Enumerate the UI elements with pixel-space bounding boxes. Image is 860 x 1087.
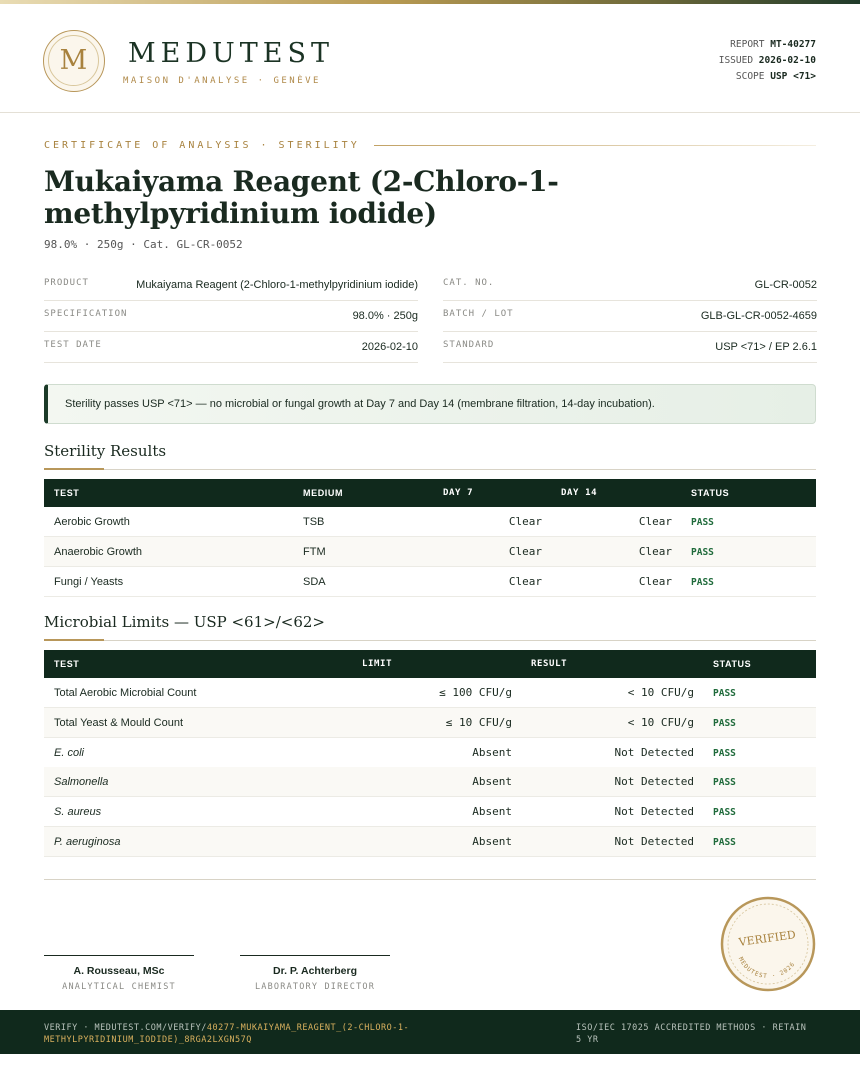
- report-meta: [719, 37, 816, 85]
- status-badge: PASS: [691, 517, 714, 528]
- kicker-text: CERTIFICATE OF ANALYSIS · STERILITY: [44, 139, 360, 151]
- cell-medium: TSB: [303, 516, 325, 528]
- cell-day14: Clear: [638, 515, 672, 528]
- page-header: [0, 4, 860, 113]
- cell-test: Total Aerobic Microbial Count: [54, 687, 197, 699]
- verify-prefix: VERIFY · MEDUTEST.COM/VERIFY/: [44, 1023, 207, 1033]
- field-product: [44, 270, 418, 301]
- status-badge: PASS: [713, 718, 736, 729]
- cell-limit: Absent: [472, 775, 512, 788]
- table-row: [44, 738, 816, 768]
- field-test-date: [44, 332, 418, 363]
- field-label: STANDARD: [443, 340, 495, 350]
- field-label: TEST DATE: [44, 340, 102, 350]
- signature-analyst: [44, 955, 194, 992]
- cell-day7: Clear: [508, 575, 542, 588]
- signatory-role: LABORATORY DIRECTOR: [254, 982, 376, 992]
- table-row: [44, 678, 816, 708]
- section-accent: [44, 468, 104, 470]
- cell-limit: Absent: [472, 835, 512, 848]
- field-value: USP <71> / EP 2.6.1: [715, 341, 817, 353]
- cell-limit: ≤ 100 CFU/g: [439, 686, 512, 699]
- col-test: TEST: [54, 659, 80, 669]
- cell-result: < 10 CFU/g: [627, 716, 694, 729]
- verify-line: [44, 1022, 504, 1046]
- col-day7: DAY 7: [443, 488, 474, 498]
- field-specification: [44, 301, 418, 332]
- status-badge: PASS: [691, 577, 714, 588]
- meta-scope: SCOPE USP <71>: [735, 71, 816, 82]
- brand-logo: [43, 30, 105, 92]
- cell-test: Fungi / Yeasts: [54, 576, 124, 588]
- field-label: PRODUCT: [44, 278, 89, 288]
- signature-director: [240, 955, 390, 992]
- cell-test: E. coli: [54, 747, 84, 759]
- verify-link[interactable]: 40277-MUKAIYAMA_REAGENT_(2-CHLORO-1-METHYLPYRIDINIUM_IODIDE)_8RGA2LXGN57Q: [44, 1023, 410, 1045]
- field-value: GL-CR-0052: [754, 279, 817, 291]
- status-badge: PASS: [713, 837, 736, 848]
- field-label: CAT. NO.: [443, 278, 495, 288]
- sterility-table-header: [44, 479, 816, 507]
- brand-tagline: MAISON D'ANALYSE · GENÈVE: [123, 76, 321, 86]
- cell-result: Not Detected: [614, 746, 694, 759]
- microbial-section-title: Microbial Limits — USP <61>/<62>: [44, 613, 325, 631]
- logo-monogram: M: [48, 35, 99, 86]
- cell-result: Not Detected: [614, 775, 694, 788]
- page-footer: [0, 1010, 860, 1054]
- kicker-rule: [374, 145, 816, 146]
- table-row: [44, 708, 816, 738]
- cell-day7: Clear: [508, 515, 542, 528]
- certificate-kicker: [44, 138, 816, 152]
- cell-day7: Clear: [508, 545, 542, 558]
- table-row: [44, 797, 816, 827]
- cell-day14: Clear: [638, 545, 672, 558]
- col-day14: DAY 14: [561, 488, 598, 498]
- cell-test: S. aureus: [54, 806, 102, 818]
- signatory-name: Dr. P. Achterberg: [272, 965, 358, 977]
- col-test: TEST: [54, 488, 80, 498]
- page-title: Mukaiyama Reagent (2-Chloro-1-methylpyridinium iodide): [44, 165, 559, 230]
- cell-test: Salmonella: [54, 776, 109, 788]
- section-rule: [44, 640, 816, 641]
- col-status: STATUS: [713, 659, 752, 669]
- cell-medium: FTM: [303, 546, 326, 558]
- table-row: [44, 537, 816, 567]
- seal-arc-path-text: MEDUTEST · 2026: [736, 955, 797, 981]
- col-status: STATUS: [691, 488, 730, 498]
- cell-result: < 10 CFU/g: [627, 686, 694, 699]
- col-result: RESULT: [531, 659, 568, 669]
- field-batch: [443, 301, 817, 332]
- field-value: 2026-02-10: [361, 341, 418, 353]
- cell-limit: Absent: [472, 805, 512, 818]
- microbial-table-header: [44, 650, 816, 678]
- section-rule: [44, 469, 816, 470]
- sterility-section-title: Sterility Results: [44, 442, 167, 460]
- cell-test: Anaerobic Growth: [54, 546, 143, 558]
- signatory-name: A. Rousseau, MSc: [73, 965, 165, 977]
- field-value: GLB-GL-CR-0052-4659: [700, 310, 817, 322]
- status-badge: PASS: [691, 547, 714, 558]
- cell-limit: ≤ 10 CFU/g: [445, 716, 512, 729]
- content-end-rule: [44, 879, 816, 880]
- table-row: [44, 827, 816, 857]
- cell-limit: Absent: [472, 746, 512, 759]
- col-limit: LIMIT: [362, 659, 393, 669]
- status-badge: PASS: [713, 807, 736, 818]
- cell-result: Not Detected: [614, 805, 694, 818]
- status-badge: PASS: [713, 748, 736, 759]
- cell-medium: SDA: [303, 576, 326, 588]
- meta-issued: ISSUED 2026-02-10: [718, 55, 816, 66]
- cell-test: Total Yeast & Mould Count: [54, 717, 184, 729]
- section-accent: [44, 639, 104, 641]
- field-cat-no: [443, 270, 817, 301]
- table-row: [44, 567, 816, 597]
- verified-seal: [720, 896, 816, 992]
- field-value: Mukaiyama Reagent (2-Chloro-1-methylpyridinium iodide): [136, 279, 418, 291]
- accreditation-note: ISO/IEC 17025 ACCREDITED METHODS · RETAIN 5 YR: [576, 1023, 807, 1045]
- field-value: 98.0% · 250g: [352, 310, 418, 322]
- cell-test: P. aeruginosa: [54, 836, 121, 848]
- status-badge: PASS: [713, 688, 736, 699]
- field-label: SPECIFICATION: [44, 309, 128, 319]
- notice-text: Sterility passes USP <71> — no microbial or fungal growth at Day 7 and Day 14 (membrane filtration, 14-day incubation).: [65, 398, 655, 410]
- sterility-notice: [44, 384, 816, 424]
- meta-report: REPORT MT-40277: [730, 39, 816, 50]
- table-row: [44, 767, 816, 797]
- col-medium: MEDIUM: [303, 488, 344, 498]
- table-row: [44, 507, 816, 537]
- cell-result: Not Detected: [614, 835, 694, 848]
- field-standard: [443, 332, 817, 363]
- cell-test: Aerobic Growth: [54, 516, 130, 528]
- product-subline: 98.0% · 250g · Cat. GL-CR-0052: [44, 238, 243, 251]
- seal-main-text: VERIFIED: [737, 928, 797, 949]
- brand-name: MEDUTEST: [128, 38, 334, 69]
- field-label: BATCH / LOT: [443, 309, 514, 319]
- status-badge: PASS: [713, 777, 736, 788]
- signatory-role: ANALYTICAL CHEMIST: [62, 982, 176, 992]
- cell-day14: Clear: [638, 575, 672, 588]
